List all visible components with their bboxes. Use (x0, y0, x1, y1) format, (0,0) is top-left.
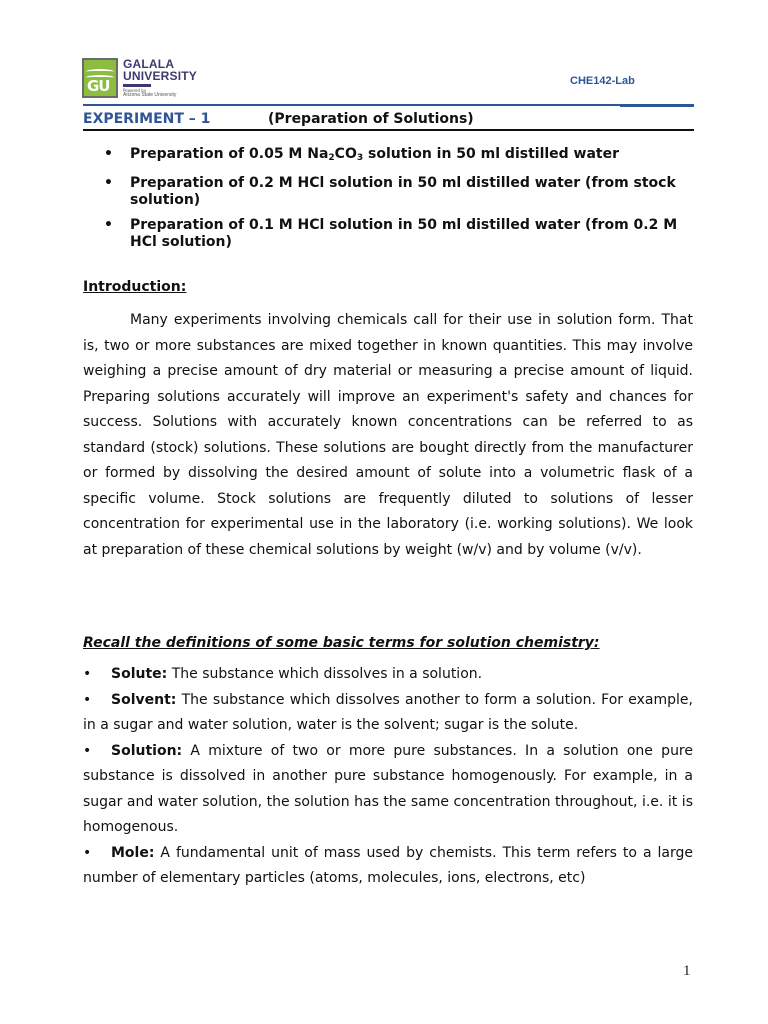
bullet-icon: • (83, 742, 92, 759)
definition-item (83, 739, 693, 841)
logo-mark-text: GU (87, 77, 110, 95)
definitions-heading: Recall the definitions of some basic terms for solution chemistry: (83, 635, 600, 651)
objective-item (104, 217, 694, 251)
logo-wordmark (123, 58, 197, 98)
definition-text: A fundamental unit of mass used by chemists. This term refers to a large number of elementary particles (atoms, molecules, ions, electrons, etc) (83, 844, 693, 886)
title-rule (83, 129, 694, 131)
definition-term: Solvent: (111, 691, 177, 708)
page-number: 1 (683, 963, 691, 979)
bullet-icon: • (104, 217, 113, 233)
definitions-list (83, 662, 693, 892)
logo-line-1: GALALA (123, 57, 175, 71)
definition-item (83, 662, 693, 688)
bullet-icon: • (83, 666, 92, 682)
logo-powered-by: Powered by (123, 88, 147, 93)
logo-line-2: UNIVERSITY (123, 69, 198, 83)
bullet-icon: • (104, 146, 113, 162)
definition-term: Mole: (111, 844, 155, 861)
definition-text: The substance which dissolves another to form a solution. For example, in a sugar and water solution, water is the solvent; sugar is the solute. (83, 691, 693, 733)
objective-text: Preparation of 0.05 M Na (130, 146, 329, 162)
definition-item (83, 688, 693, 739)
university-logo (82, 58, 197, 98)
bullet-icon: • (83, 691, 92, 708)
course-code: CHE142-Lab (570, 75, 635, 87)
definition-term: Solution: (111, 742, 183, 759)
header-rule-accent (620, 104, 694, 107)
definition-text: The substance which dissolves in a solution. (167, 666, 483, 682)
definition-term: Solute: (111, 666, 168, 682)
objective-text: CO (334, 146, 357, 162)
subscript: 2 (328, 153, 335, 163)
objectives-list (104, 146, 694, 259)
subscript: 3 (356, 153, 364, 163)
logo-partner: Arizona State University (123, 92, 177, 98)
experiment-number: EXPERIMENT – 1 (83, 111, 211, 127)
experiment-title: (Preparation of Solutions) (268, 111, 474, 127)
bullet-icon: • (104, 175, 113, 191)
introduction-heading: Introduction: (83, 279, 187, 295)
logo-divider (123, 84, 151, 87)
objective-text: solution in 50 ml distilled water (363, 146, 620, 162)
bullet-icon: • (83, 844, 92, 861)
header-rule (83, 104, 694, 106)
objective-text: Preparation of 0.1 M HCl solution in 50 ml distilled water (from 0.2 M HCl solution) (130, 217, 678, 250)
objective-item (104, 146, 694, 167)
objective-item (104, 175, 694, 209)
definition-text: A mixture of two or more pure substances. In a solution one pure substance is dissolved in another pure substance homogenously. For example, in a sugar and water solution, the solution has the same concentration throughout, i.e. it is homogenous. (83, 742, 693, 835)
logo-mark-icon (82, 58, 118, 98)
experiment-heading (83, 111, 474, 127)
objective-text: Preparation of 0.2 M HCl solution in 50 ml distilled water (from stock solution) (130, 175, 676, 208)
introduction-paragraph: Many experiments involving chemicals call for their use in solution form. That is, two or more substances are mixed together in known quantities. This may involve weighing a precise amount of dry material or measuring a precise amount of liquid. Preparing solutions accurately will improve an experiment's safety and chances for success. Solutions with accurately known concentrations can be referred to as standard (stock) solutions. These solutions are bought directly from the manufacturer or formed by dissolving the desired amount of solute into a volumetric flask of a specific volume. Stock solutions are frequently diluted to solutions of lesser concentration for experimental use in the laboratory (i.e. working solutions). We look at preparation of these chemical solutions by weight (w/v) and by volume (v/v). (83, 312, 693, 558)
definition-item (83, 841, 693, 892)
